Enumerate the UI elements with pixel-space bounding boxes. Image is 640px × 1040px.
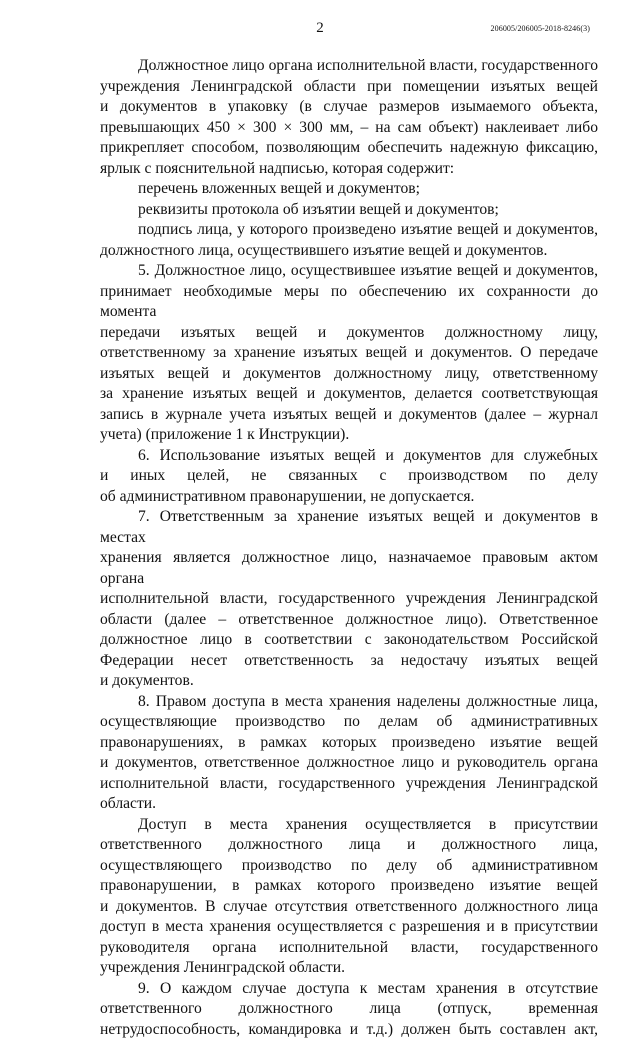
text-line: ответственного должностного лица и должностного лица, bbox=[100, 835, 598, 856]
text-line: 9. О каждом случае доступа к местам хранения в отсутствие bbox=[100, 979, 598, 1000]
text-line: передачи изъятых вещей и документов должностному лицу, bbox=[100, 323, 598, 344]
text-line: перечень вложенных вещей и документов; bbox=[100, 179, 598, 200]
text-line: запись в журнале учета изъятых вещей и документов (далее – журнал bbox=[100, 405, 598, 426]
text-line: Доступ в места хранения осуществляется в присутствии bbox=[100, 815, 598, 836]
text-line: учреждения Ленинградской области. bbox=[100, 958, 598, 979]
text-line: осуществляющие производство по делам об административных bbox=[100, 712, 598, 733]
document-id: 206005/206005-2018-8246(3) bbox=[491, 24, 590, 33]
text-line: доступ в места хранения осуществляется с разрешения и в присутствии bbox=[100, 917, 598, 938]
document-body bbox=[100, 56, 598, 1040]
text-line: ответственного должностного лица (отпуск, временная bbox=[100, 999, 598, 1020]
text-line: Должностное лицо органа исполнительной власти, государственного bbox=[100, 56, 598, 77]
text-line: изъятых вещей и документов должностному лицу, ответственному bbox=[100, 364, 598, 385]
text-line: 7. Ответственным за хранение изъятых вещей и документов в местах bbox=[100, 507, 598, 548]
text-line: исполнительной власти, государственного учреждения Ленинградской bbox=[100, 589, 598, 610]
text-line: области (далее – ответственное должностное лицо). Ответственное bbox=[100, 610, 598, 631]
text-line: нетрудоспособность, командировка и т.д.) должен быть составлен акт, bbox=[100, 1020, 598, 1040]
text-line: правонарушении, в рамках которого произведено изъятие вещей bbox=[100, 876, 598, 897]
text-line: прикрепляет способом, позволяющим обеспечить надежную фиксацию, bbox=[100, 138, 598, 159]
text-line: руководителя органа исполнительной власти, государственного bbox=[100, 938, 598, 959]
text-line: учета) (приложение 1 к Инструкции). bbox=[100, 425, 598, 446]
text-line: и документов в упаковку (в случае размеров изымаемого объекта, bbox=[100, 97, 598, 118]
text-line: осуществляющего производство по делу об административном bbox=[100, 856, 598, 877]
text-line: правонарушениях, в рамках которых произведено изъятие вещей bbox=[100, 733, 598, 754]
text-line: 6. Использование изъятых вещей и документов для служебных bbox=[100, 446, 598, 467]
text-line: ярлык с пояснительной надписью, которая содержит: bbox=[100, 159, 598, 180]
text-line: 5. Должностное лицо, осуществившее изъятие вещей и документов, bbox=[100, 261, 598, 282]
text-line: за хранение изъятых вещей и документов, делается соответствующая bbox=[100, 384, 598, 405]
page-number: 2 bbox=[0, 20, 640, 37]
text-line: учреждения Ленинградской области при помещении изъятых вещей bbox=[100, 77, 598, 98]
text-line: превышающих 450 × 300 × 300 мм, – на сам объект) наклеивает либо bbox=[100, 118, 598, 139]
text-line: и документов. В случае отсутствия ответственного должностного лица bbox=[100, 897, 598, 918]
text-line: должностное лицо в соответствии с законодательством Российской bbox=[100, 630, 598, 651]
text-line: ответственному за хранение изъятых вещей и документов. О передаче bbox=[100, 343, 598, 364]
text-line: и документов, ответственное должностное лицо и руководитель органа bbox=[100, 753, 598, 774]
text-line: об административном правонарушении, не допускается. bbox=[100, 487, 598, 508]
text-line: Федерации несет ответственность за недостачу изъятых вещей bbox=[100, 651, 598, 672]
text-line: и иных целей, не связанных с производством по делу bbox=[100, 466, 598, 487]
text-line: и документов. bbox=[100, 671, 598, 692]
text-line: принимает необходимые меры по обеспечению их сохранности до момента bbox=[100, 282, 598, 323]
text-line: области. bbox=[100, 794, 598, 815]
text-line: 8. Правом доступа в места хранения наделены должностные лица, bbox=[100, 692, 598, 713]
text-line: исполнительной власти, государственного учреждения Ленинградской bbox=[100, 774, 598, 795]
text-line: должностного лица, осуществившего изъятие вещей и документов. bbox=[100, 241, 598, 262]
text-line: хранения является должностное лицо, назначаемое правовым актом органа bbox=[100, 548, 598, 589]
text-line: реквизиты протокола об изъятии вещей и документов; bbox=[100, 200, 598, 221]
text-line: подпись лица, у которого произведено изъятие вещей и документов, bbox=[100, 220, 598, 241]
